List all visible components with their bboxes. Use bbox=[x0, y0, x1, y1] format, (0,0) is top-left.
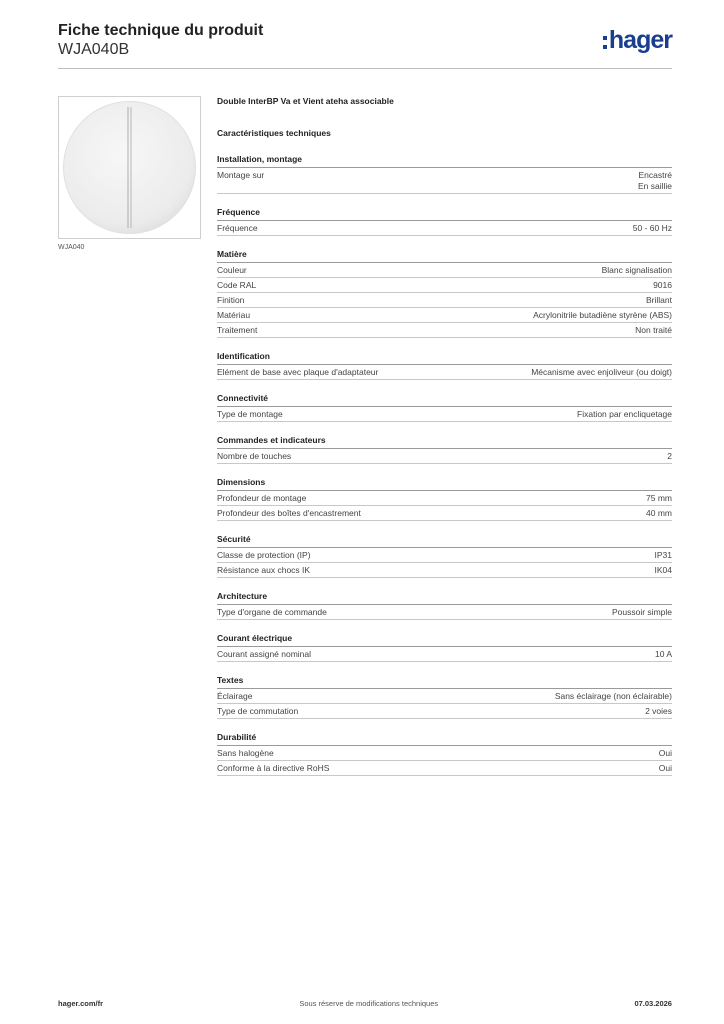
spec-group-title: Architecture bbox=[217, 591, 672, 605]
double-switch-icon bbox=[59, 97, 200, 238]
spec-row bbox=[217, 263, 672, 278]
spec-group-title: Sécurité bbox=[217, 534, 672, 548]
spec-label: Code RAL bbox=[217, 280, 257, 290]
image-caption: WJA040 bbox=[58, 244, 85, 251]
footer-date: 07.03.2026 bbox=[634, 999, 672, 1008]
spec-value bbox=[655, 550, 673, 561]
spec-group-title: Dimensions bbox=[217, 477, 672, 491]
spec-value-line: Encastré bbox=[638, 170, 672, 180]
spec-value bbox=[646, 295, 672, 306]
spec-sheet bbox=[217, 96, 672, 776]
spec-row bbox=[217, 563, 672, 578]
spec-row bbox=[217, 449, 672, 464]
spec-label: Nombre de touches bbox=[217, 451, 292, 461]
spec-label: Courant assigné nominal bbox=[217, 649, 312, 659]
document-title: Fiche technique du produit bbox=[58, 22, 264, 39]
spec-label: Elément de base avec plaque d'adaptateur bbox=[217, 367, 379, 377]
spec-value bbox=[645, 706, 672, 717]
spec-value-line: 40 mm bbox=[646, 508, 672, 518]
spec-row bbox=[217, 704, 672, 719]
spec-label: Type d'organe de commande bbox=[217, 607, 327, 617]
spec-label: Traitement bbox=[217, 325, 258, 335]
product-name: Double InterBP Va et Vient ateha associable bbox=[217, 96, 394, 106]
spec-group-title: Matière bbox=[217, 249, 672, 263]
spec-group-title: Commandes et indicateurs bbox=[217, 435, 672, 449]
product-image bbox=[58, 96, 201, 239]
spec-value-line: Non traité bbox=[635, 325, 672, 335]
spec-row bbox=[217, 491, 672, 506]
spec-value-line: 9016 bbox=[653, 280, 672, 290]
spec-label: Finition bbox=[217, 295, 245, 305]
spec-value-line: Mécanisme avec enjoliveur (ou doigt) bbox=[531, 367, 672, 377]
section-heading: Caractéristiques techniques bbox=[217, 128, 331, 138]
spec-label: Conforme à la directive RoHS bbox=[217, 763, 330, 773]
footer-disclaimer: Sous réserve de modifications techniques bbox=[299, 999, 439, 1008]
spec-row bbox=[217, 365, 672, 380]
spec-row bbox=[217, 293, 672, 308]
page-header bbox=[58, 22, 672, 69]
spec-group-title: Installation, montage bbox=[217, 154, 672, 168]
spec-row bbox=[217, 746, 672, 761]
spec-value bbox=[633, 223, 672, 234]
spec-label: Résistance aux chocs IK bbox=[217, 565, 311, 575]
spec-label: Matériau bbox=[217, 310, 251, 320]
spec-value bbox=[635, 325, 672, 336]
spec-value bbox=[577, 409, 672, 420]
spec-value-line: IP31 bbox=[654, 550, 672, 560]
spec-value bbox=[655, 565, 673, 576]
spec-value bbox=[638, 170, 672, 192]
spec-row bbox=[217, 278, 672, 293]
spec-row bbox=[217, 308, 672, 323]
spec-value bbox=[659, 763, 672, 774]
spec-value-line: 2 voies bbox=[645, 706, 672, 716]
spec-value-line: Acrylonitrile butadiène styrène (ABS) bbox=[533, 310, 672, 320]
spec-group-title: Durabilité bbox=[217, 732, 672, 746]
spec-label: Classe de protection (IP) bbox=[217, 550, 311, 560]
spec-group-title: Connectivité bbox=[217, 393, 672, 407]
spec-value-line: Brillant bbox=[646, 295, 672, 305]
spec-label: Fréquence bbox=[217, 223, 258, 233]
spec-value-line: Sans éclairage (non éclairable) bbox=[554, 691, 672, 701]
spec-row bbox=[217, 689, 672, 704]
spec-label: Profondeur des boîtes d'encastrement bbox=[217, 508, 361, 518]
spec-groups bbox=[217, 154, 672, 776]
spec-value bbox=[667, 451, 672, 462]
spec-row bbox=[217, 168, 672, 194]
spec-value-line: Poussoir simple bbox=[612, 607, 672, 617]
spec-value bbox=[653, 280, 672, 291]
spec-label: Type de commutation bbox=[217, 706, 299, 716]
spec-row bbox=[217, 605, 672, 620]
spec-value bbox=[655, 649, 672, 660]
spec-value bbox=[533, 310, 672, 321]
spec-value bbox=[531, 367, 672, 378]
spec-group-title: Textes bbox=[217, 675, 672, 689]
logo-dots-icon bbox=[603, 36, 607, 49]
spec-group-title: Identification bbox=[217, 351, 672, 365]
spec-value-line: En saillie bbox=[637, 181, 672, 191]
spec-row bbox=[217, 506, 672, 521]
spec-value bbox=[646, 493, 672, 504]
spec-row bbox=[217, 407, 672, 422]
spec-row bbox=[217, 647, 672, 662]
spec-value-line: IK04 bbox=[654, 565, 672, 575]
logo-text: hager bbox=[608, 26, 672, 54]
spec-value bbox=[659, 748, 672, 759]
footer-website: hager.com/fr bbox=[58, 999, 104, 1008]
spec-value bbox=[555, 691, 672, 702]
spec-row bbox=[217, 548, 672, 563]
spec-label: Type de montage bbox=[217, 409, 283, 419]
hager-logo bbox=[603, 26, 672, 54]
spec-value-line: Oui bbox=[658, 748, 672, 758]
product-reference: WJA040B bbox=[58, 41, 130, 58]
spec-label: Couleur bbox=[217, 265, 247, 275]
spec-group-title: Fréquence bbox=[217, 207, 672, 221]
spec-group-title: Courant électrique bbox=[217, 633, 672, 647]
spec-value bbox=[612, 607, 672, 618]
spec-row bbox=[217, 221, 672, 236]
spec-value bbox=[646, 508, 672, 519]
spec-row bbox=[217, 323, 672, 338]
spec-value bbox=[602, 265, 672, 276]
spec-label: Sans halogène bbox=[217, 748, 274, 758]
spec-row bbox=[217, 761, 672, 776]
spec-label: Éclairage bbox=[217, 691, 253, 701]
spec-value-line: Oui bbox=[658, 763, 672, 773]
spec-value-line: Blanc signalisation bbox=[601, 265, 672, 275]
spec-label: Profondeur de montage bbox=[217, 493, 307, 503]
page-footer bbox=[58, 999, 672, 1008]
spec-value-line: Fixation par encliquetage bbox=[577, 409, 672, 419]
spec-label: Montage sur bbox=[217, 170, 265, 180]
spec-value-line: 75 mm bbox=[646, 493, 672, 503]
spec-value-line: 10 A bbox=[654, 649, 672, 659]
spec-value-line: 50 - 60 Hz bbox=[632, 223, 672, 233]
spec-value-line: 2 bbox=[667, 451, 672, 461]
